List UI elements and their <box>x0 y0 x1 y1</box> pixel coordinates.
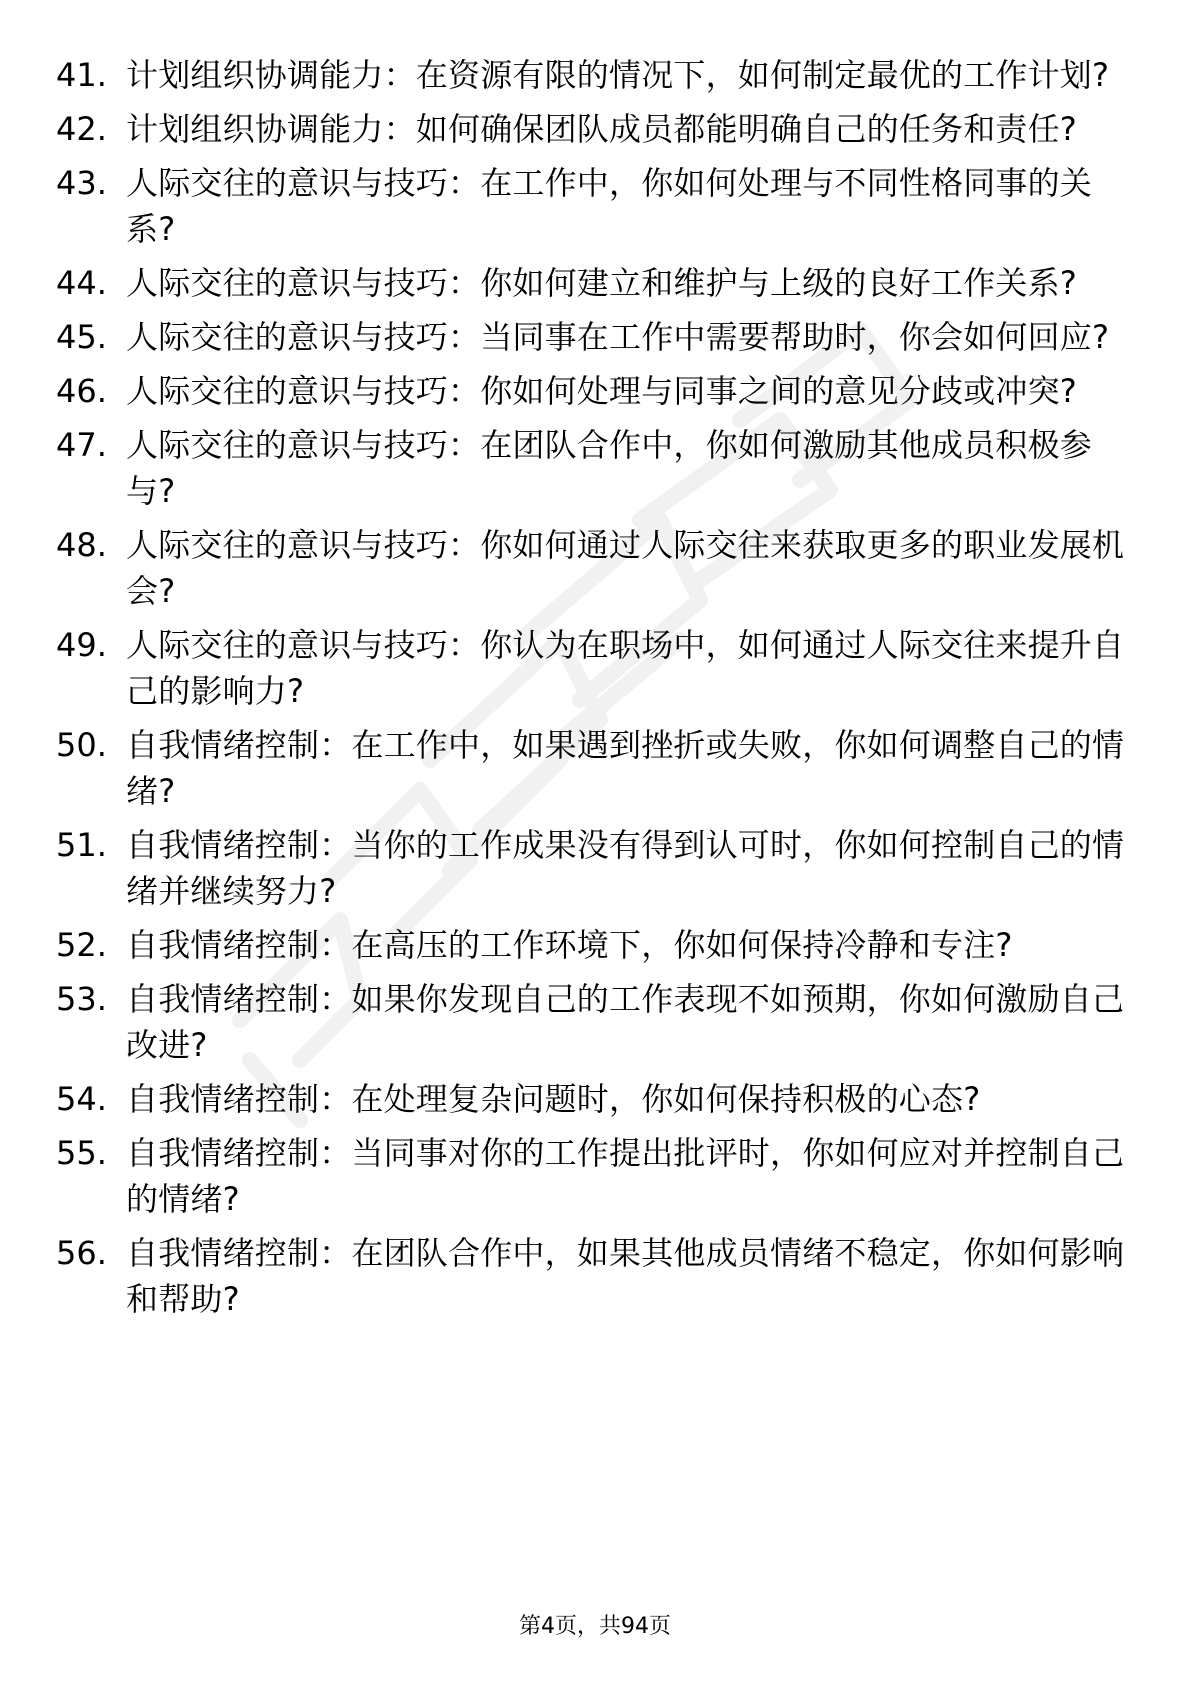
list-item <box>56 260 1126 306</box>
question-text: 人际交往的意识与技巧：你认为在职场中，如何通过人际交往来提升自己的影响力? <box>126 626 1125 710</box>
question-number: 54. <box>56 1080 107 1118</box>
question-number: 49. <box>56 626 107 664</box>
list-item <box>56 522 1126 614</box>
question-text: 自我情绪控制：在工作中，如果遇到挫折或失败，你如何调整自己的情绪? <box>126 726 1125 810</box>
question-text: 人际交往的意识与技巧：你如何处理与同事之间的意见分歧或冲突? <box>126 372 1077 410</box>
list-item <box>56 160 1126 252</box>
question-text: 自我情绪控制：当你的工作成果没有得到认可时，你如何控制自己的情绪并继续努力? <box>126 826 1125 910</box>
list-item <box>56 52 1126 98</box>
question-text: 计划组织协调能力：如何确保团队成员都能明确自己的任务和责任? <box>126 110 1077 148</box>
list-item <box>56 314 1126 360</box>
question-number: 41. <box>56 56 107 94</box>
question-text: 计划组织协调能力：在资源有限的情况下，如何制定最优的工作计划? <box>126 56 1110 94</box>
question-text: 自我情绪控制：如果你发现自己的工作表现不如预期，你如何激励自己改进? <box>126 980 1125 1064</box>
question-number: 52. <box>56 926 107 964</box>
question-text: 人际交往的意识与技巧：在工作中，你如何处理与不同性格同事的关系? <box>126 164 1093 248</box>
question-text: 人际交往的意识与技巧：当同事在工作中需要帮助时，你会如何回应? <box>126 318 1110 356</box>
question-number: 44. <box>56 264 107 302</box>
list-item <box>56 976 1126 1068</box>
question-text: 自我情绪控制：当同事对你的工作提出批评时，你如何应对并控制自己的情绪? <box>126 1134 1125 1218</box>
question-text: 人际交往的意识与技巧：你如何建立和维护与上级的良好工作关系? <box>126 264 1077 302</box>
question-number: 45. <box>56 318 107 356</box>
question-text: 自我情绪控制：在处理复杂问题时，你如何保持积极的心态? <box>126 1080 981 1118</box>
list-item <box>56 822 1126 914</box>
question-number: 43. <box>56 164 107 202</box>
question-text: 人际交往的意识与技巧：你如何通过人际交往来获取更多的职业发展机会? <box>126 526 1125 610</box>
list-item <box>56 368 1126 414</box>
question-number: 46. <box>56 372 107 410</box>
question-text: 自我情绪控制：在团队合作中，如果其他成员情绪不稳定，你如何影响和帮助? <box>126 1234 1125 1318</box>
list-item <box>56 922 1126 968</box>
page-number-label: 第4页，共94页 <box>519 1614 671 1639</box>
list-item <box>56 1076 1126 1122</box>
question-number: 47. <box>56 426 107 464</box>
list-item <box>56 622 1126 714</box>
question-number: 51. <box>56 826 107 864</box>
question-number: 42. <box>56 110 107 148</box>
question-number: 55. <box>56 1134 107 1172</box>
question-text: 人际交往的意识与技巧：在团队合作中，你如何激励其他成员积极参与? <box>126 426 1093 510</box>
list-item <box>56 422 1126 514</box>
list-item <box>56 1230 1126 1322</box>
question-number: 53. <box>56 980 107 1018</box>
question-number: 50. <box>56 726 107 764</box>
list-item <box>56 722 1126 814</box>
question-list <box>56 52 1126 1330</box>
question-number: 56. <box>56 1234 107 1272</box>
question-number: 48. <box>56 526 107 564</box>
question-text: 自我情绪控制：在高压的工作环境下，你如何保持冷静和专注? <box>126 926 1013 964</box>
list-item <box>56 106 1126 152</box>
list-item <box>56 1130 1126 1222</box>
page-footer <box>0 1612 1190 1642</box>
